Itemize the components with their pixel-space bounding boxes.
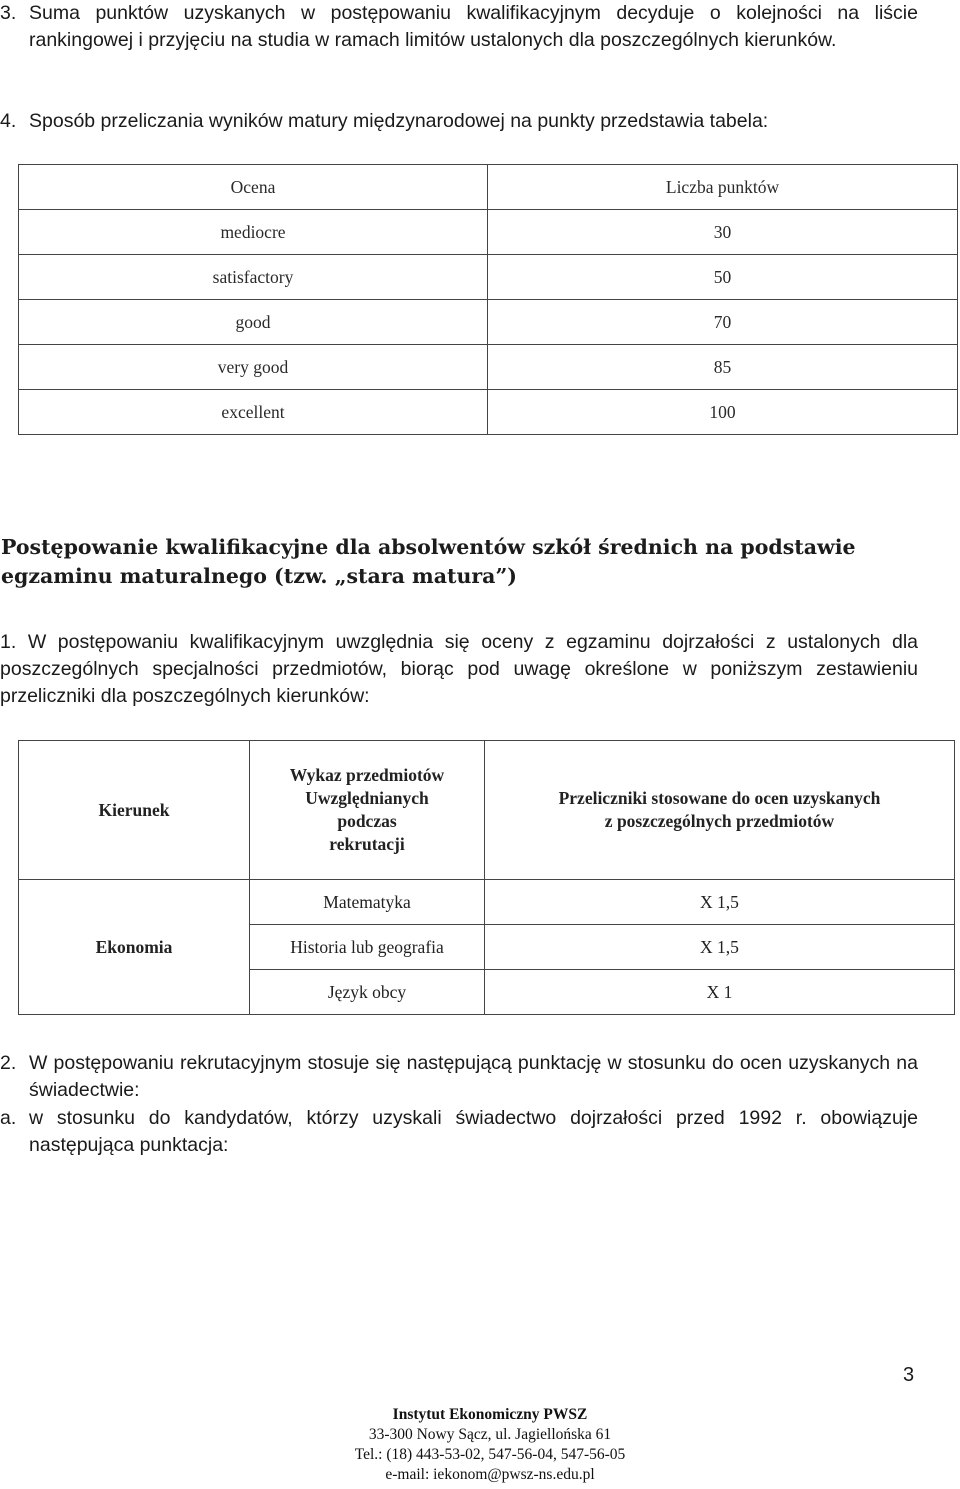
grade-cell: excellent bbox=[19, 390, 488, 435]
footer-email: e-mail: iekonom@pwsz-ns.edu.pl bbox=[385, 1466, 595, 1483]
header-line: podczas bbox=[337, 811, 397, 831]
item-1-text: 1. W postępowaniu kwalifikacyjnym uwzględnia się oceny z egzaminu dojrzałości z ustalonych dla poszczególnych specjalności przedmiotów, biorąc pod uwagę określone w poniższym zestawieniu przeliczniki dla poszczególnych kierunków: bbox=[0, 631, 918, 707]
header-line: Przeliczniki stosowane do ocen uzyskanych bbox=[558, 788, 881, 808]
subject-cell: Matematyka bbox=[250, 880, 485, 925]
table-row bbox=[19, 390, 958, 435]
header-wykaz-przedmiotow bbox=[250, 741, 485, 880]
footer-phone: Tel.: (18) 443-53-02, 547-56-04, 547-56-05 bbox=[354, 1446, 626, 1463]
item-2-number: 2. bbox=[0, 1052, 17, 1074]
page-number: 3 bbox=[903, 1364, 915, 1386]
header-ocena: Ocena bbox=[19, 165, 488, 210]
header-kierunek: Kierunek bbox=[19, 741, 250, 880]
header-line: z poszczególnych przedmiotów bbox=[604, 811, 835, 831]
table-row bbox=[19, 255, 958, 300]
table-header-row bbox=[19, 741, 955, 880]
subject-cell: Historia lub geografia bbox=[250, 925, 485, 970]
points-cell: 85 bbox=[488, 345, 958, 390]
item-a-text: w stosunku do kandydatów, którzy uzyskali świadectwo dojrzałości przed 1992 r. obowiązuje następująca punktacja: bbox=[29, 1107, 918, 1156]
item-2-text: W postępowaniu rekrutacyjnym stosuje się następującą punktację w stosunku do ocen uzyskanych na świadectwie: bbox=[29, 1052, 918, 1101]
points-cell: 50 bbox=[488, 255, 958, 300]
header-liczba-punktow: Liczba punktów bbox=[488, 165, 958, 210]
section-4-number: 4. bbox=[0, 110, 17, 132]
footer-institution: Instytut Ekonomiczny PWSZ bbox=[392, 1406, 588, 1423]
table-row bbox=[19, 880, 955, 925]
table-row bbox=[19, 300, 958, 345]
header-line: Uwzględnianych bbox=[305, 788, 429, 808]
multiplier-cell: X 1,5 bbox=[485, 880, 955, 925]
subject-cell: Język obcy bbox=[250, 970, 485, 1015]
section-3-text: Suma punktów uzyskanych w postępowaniu kwalifikacyjnym decyduje o kolejności na liście rankingowej i przyjęciu na studia w ramach limitów ustalonych dla poszczególnych kierunków. bbox=[29, 2, 918, 51]
item-a-letter: a. bbox=[0, 1107, 17, 1129]
grade-cell: very good bbox=[19, 345, 488, 390]
header-line: Wykaz przedmiotów bbox=[289, 765, 445, 785]
footer bbox=[220, 1405, 760, 1485]
kierunek-cell: Ekonomia bbox=[19, 880, 250, 1015]
points-cell: 30 bbox=[488, 210, 958, 255]
grade-cell: mediocre bbox=[19, 210, 488, 255]
section-3-number: 3. bbox=[0, 2, 17, 24]
points-cell: 70 bbox=[488, 300, 958, 345]
table-row bbox=[19, 210, 958, 255]
subjects-multiplier-table bbox=[18, 740, 955, 1015]
section-heading: Postępowanie kwalifikacyjne dla absolwentów szkół średnich na podstawie egzaminu maturalnego (tzw. „stara matura”) bbox=[1, 535, 856, 588]
multiplier-cell: X 1 bbox=[485, 970, 955, 1015]
points-cell: 100 bbox=[488, 390, 958, 435]
footer-address: 33-300 Nowy Sącz, ul. Jagiellońska 61 bbox=[368, 1426, 612, 1443]
points-conversion-table bbox=[18, 164, 958, 435]
grade-cell: satisfactory bbox=[19, 255, 488, 300]
table-header-row bbox=[19, 165, 958, 210]
section-4-text: Sposób przeliczania wyników matury międzynarodowej na punkty przedstawia tabela: bbox=[29, 110, 769, 132]
header-przeliczniki bbox=[485, 741, 955, 880]
multiplier-cell: X 1,5 bbox=[485, 925, 955, 970]
grade-cell: good bbox=[19, 300, 488, 345]
header-line: rekrutacji bbox=[329, 834, 405, 854]
table-row bbox=[19, 345, 958, 390]
